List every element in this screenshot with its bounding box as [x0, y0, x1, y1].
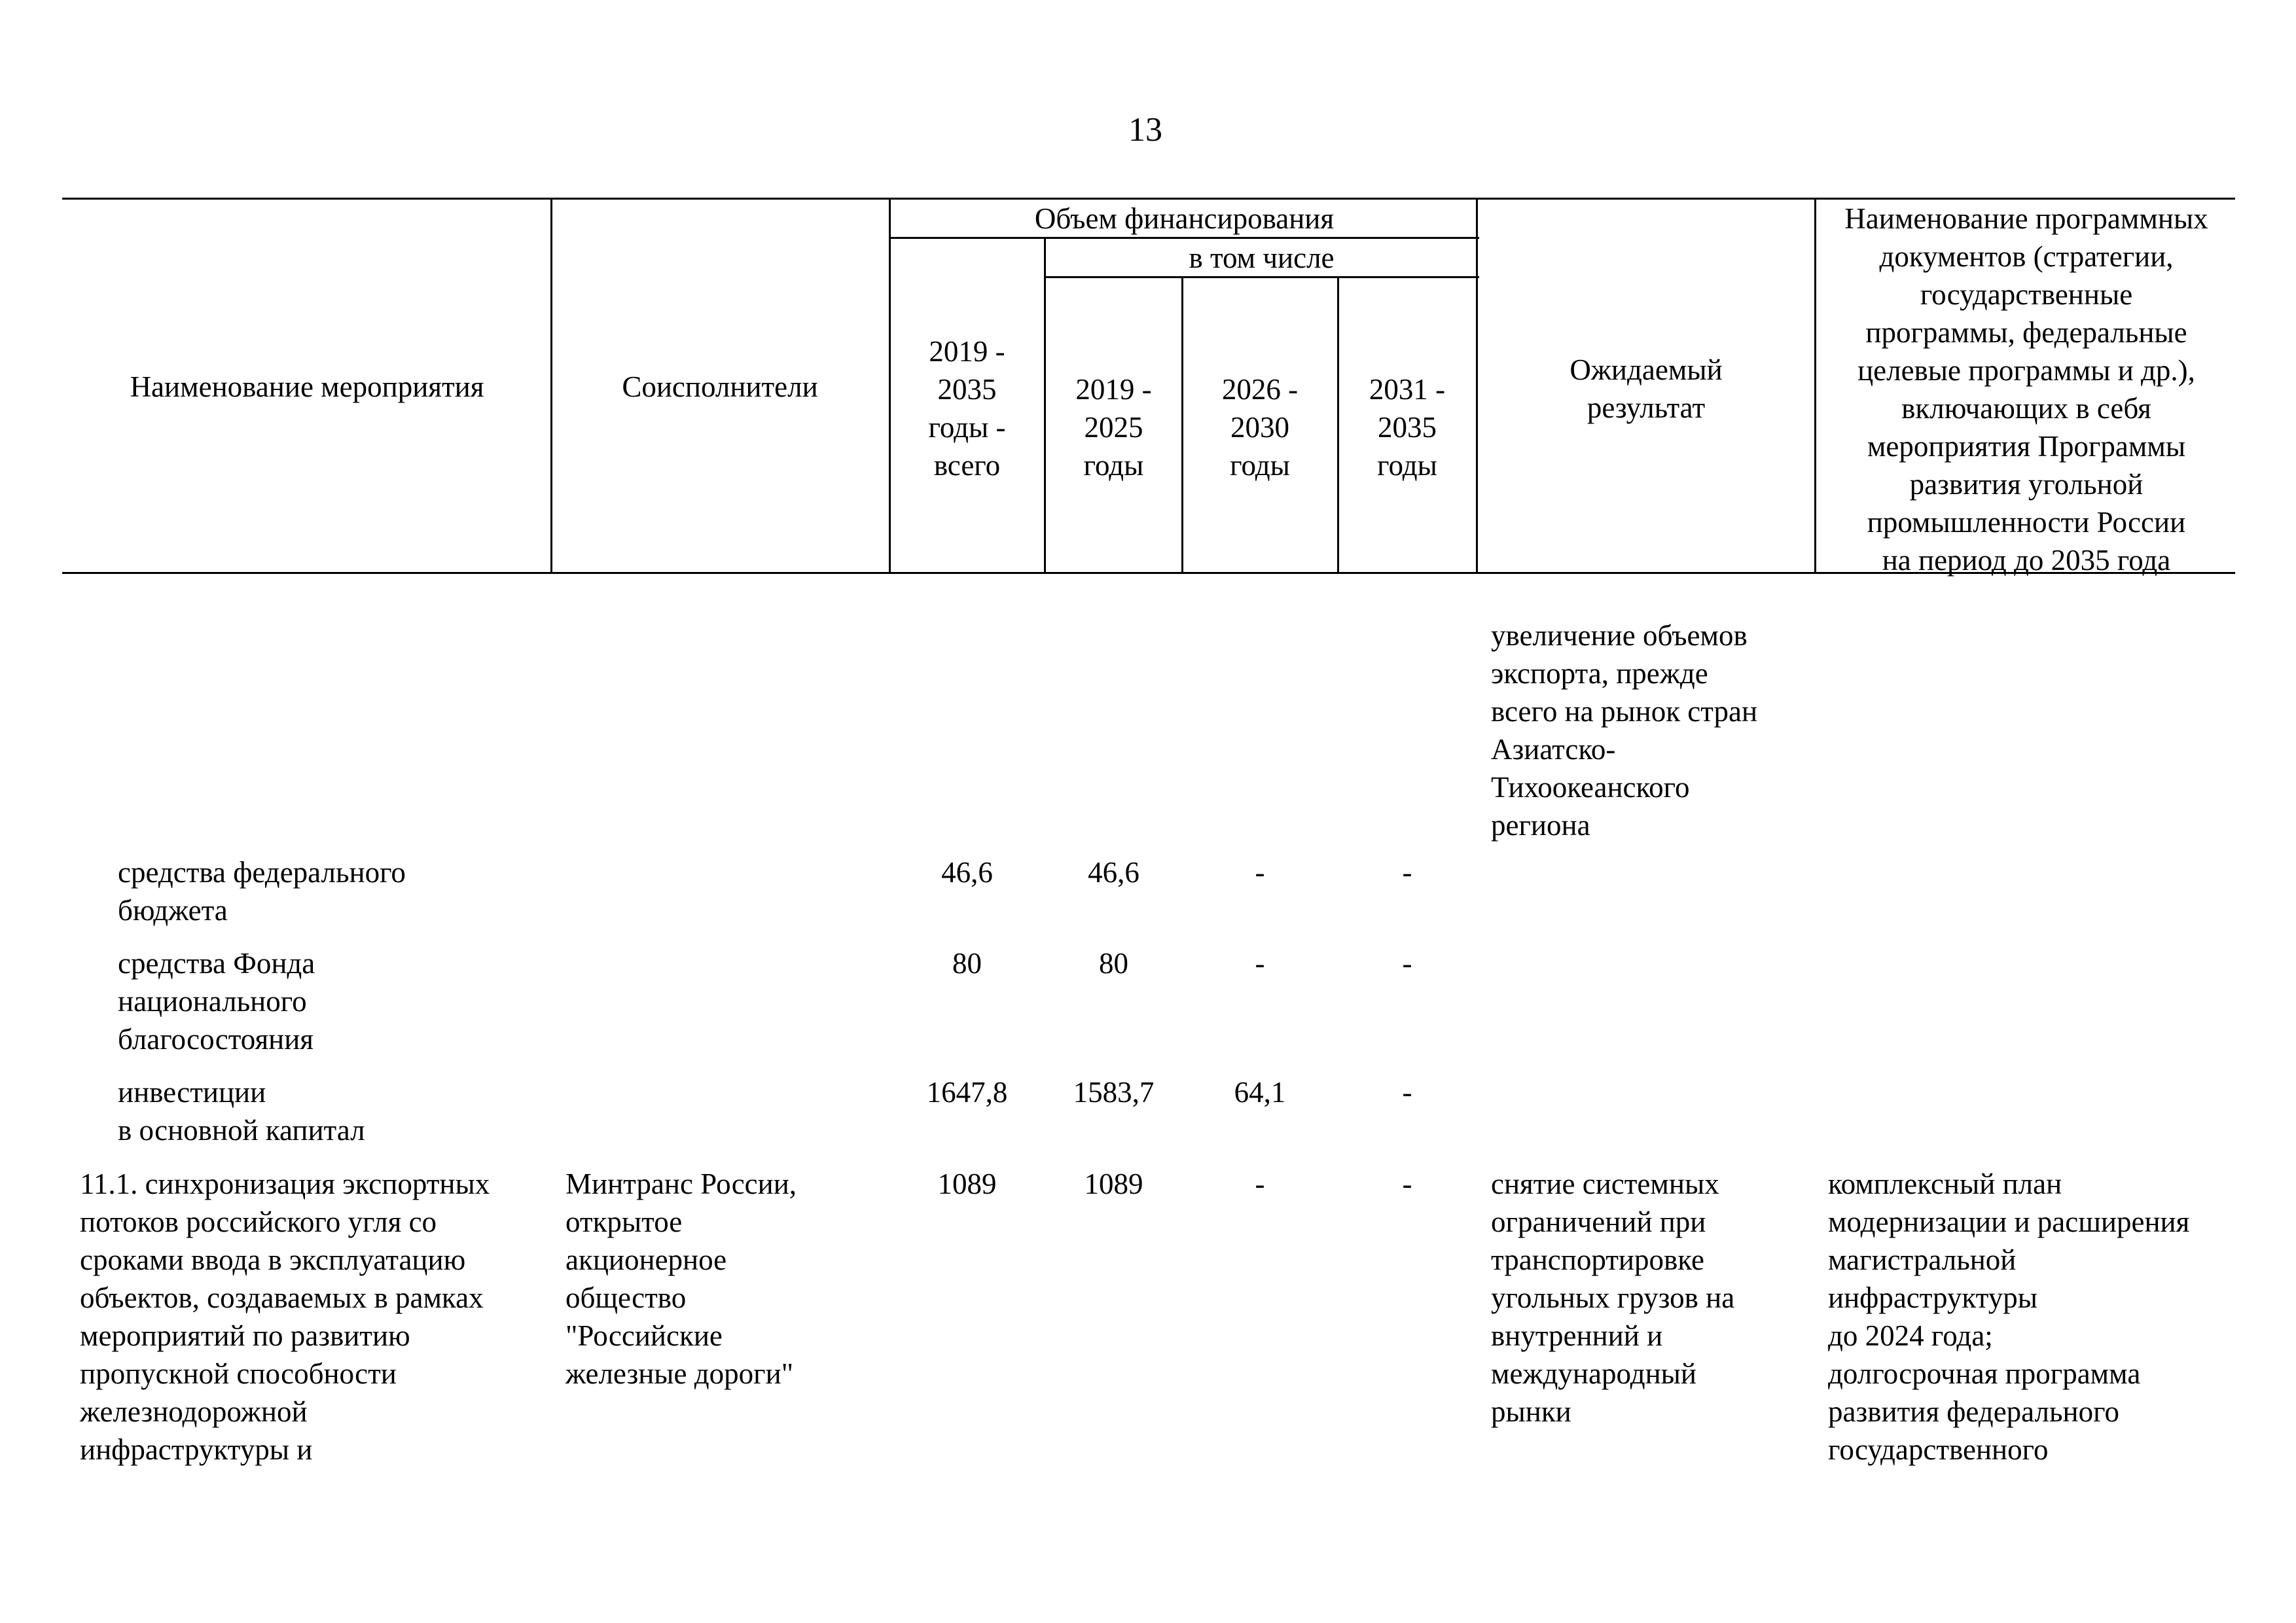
event-11-1-co-executors: Минтранс России, открытое акционерное общество "Российские железные дороги" — [565, 1168, 797, 1390]
col-divider-3 — [1044, 238, 1046, 574]
value-2031-2035: - — [1402, 947, 1412, 980]
col-divider-2 — [889, 198, 891, 574]
header-co-executors: Соисполнители — [622, 370, 818, 403]
header-period-2026-2030: 2026 - 2030 годы — [1221, 373, 1299, 482]
col-divider-1 — [550, 198, 552, 574]
header-total-2019-2035: 2019 - 2035 годы - всего — [928, 335, 1006, 482]
col-divider-4 — [1181, 277, 1183, 574]
value-2031-2035: - — [1402, 1168, 1412, 1200]
event-11-1-expected-result: снятие системных ограничений при транспортировке угольных грузов на внутренний и международный рынки — [1491, 1168, 1735, 1428]
header-period-2019-2025: 2019 - 2025 годы — [1075, 373, 1152, 482]
value-total: 1647,8 — [926, 1076, 1008, 1109]
col-divider-6 — [1476, 198, 1478, 574]
value-2019-2025: 80 — [1099, 947, 1128, 980]
col-divider-5 — [1337, 277, 1339, 574]
header-period-2031-2035: 2031 - 2035 годы — [1369, 373, 1446, 482]
header-program-documents: Наименование программных документов (стратегии, государственные программы, федеральные целевые программы и др.), включающих в себя мероприятия Программы развития угольной промышленности России на период до 2035 года — [1844, 202, 2208, 577]
header-expected-result: Ожидаемый результат — [1570, 353, 1723, 424]
value-2019-2025: 46,6 — [1088, 856, 1139, 889]
value-2019-2025: 1583,7 — [1073, 1076, 1155, 1109]
source-fixed-capital-investments: инвестиции в основной капитал — [118, 1076, 365, 1147]
header-including: в том числе — [1189, 241, 1335, 274]
source-national-wealth-fund: средства Фонда национального благосостояния — [118, 947, 315, 1056]
value-2026-2030: - — [1255, 1168, 1265, 1200]
col-divider-7 — [1814, 198, 1816, 574]
value-2026-2030: - — [1255, 947, 1265, 980]
value-2019-2025: 1089 — [1084, 1168, 1143, 1200]
page-number: 13 — [1128, 111, 1162, 149]
header-event-name: Наименование мероприятия — [130, 370, 484, 403]
value-total: 80 — [952, 947, 982, 980]
expected-result-continued: увеличение объемов экспорта, прежде всего на рынок стран Азиатско- Тихоокеанского региона — [1491, 619, 1758, 842]
value-2031-2035: - — [1402, 1076, 1412, 1109]
source-federal-budget: средства федерального бюджета — [118, 856, 406, 927]
value-2026-2030: 64,1 — [1234, 1076, 1286, 1109]
event-11-1-program-documents: комплексный план модернизации и расширения магистральной инфраструктуры до 2024 года; долгосрочная программа развития федерального государственного — [1828, 1168, 2190, 1466]
value-total: 46,6 — [941, 856, 993, 889]
value-total: 1089 — [937, 1168, 997, 1200]
event-11-1-name: 11.1. синхронизация экспортных потоков российского угля со сроками ввода в эксплуатацию объектов, создаваемых в рамках мероприятий по развитию пропускной способности железнодорожной инфраструктуры и — [80, 1168, 490, 1466]
value-2026-2030: - — [1255, 856, 1265, 889]
value-2031-2035: - — [1402, 856, 1412, 889]
header-funding-volume: Объем финансирования — [1034, 202, 1335, 235]
